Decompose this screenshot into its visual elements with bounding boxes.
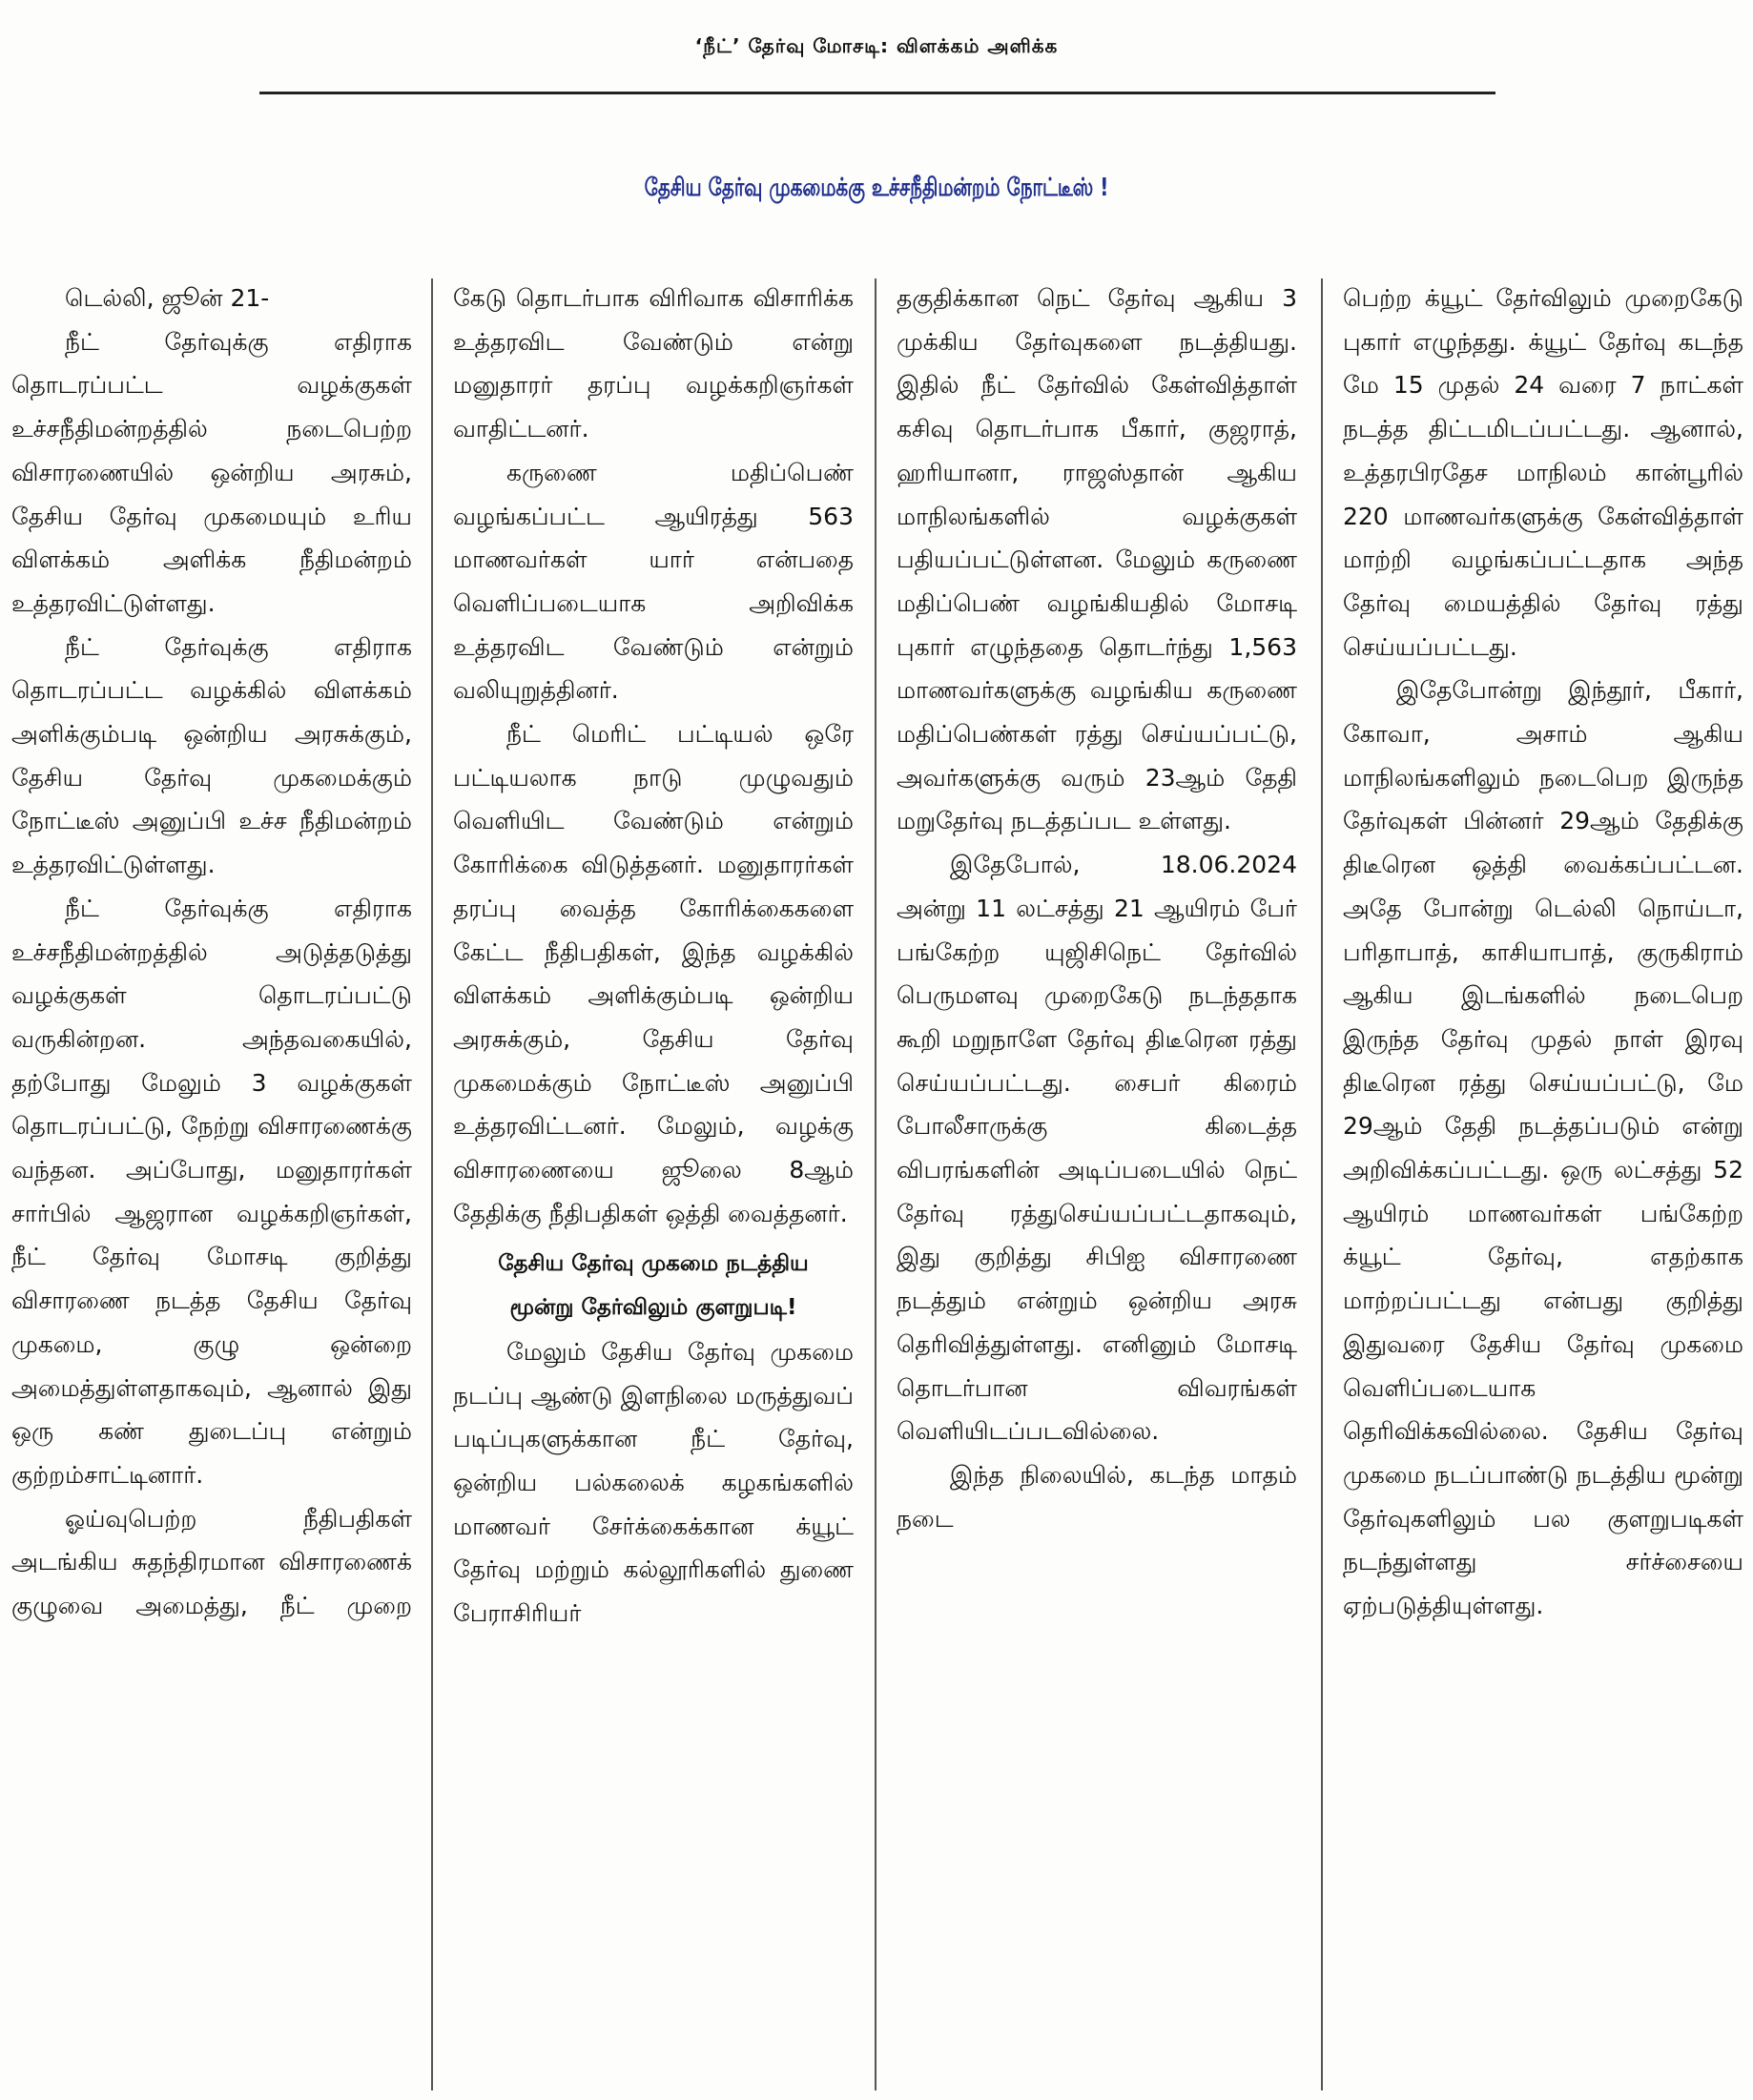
column-divider [875, 278, 876, 2090]
paragraph: நீட் தேர்வுக்கு எதிராக உச்சநீதிமன்றத்தில் அடுத்தடுத்து வழக்குகள் தொடரப்பட்டு வருகின்றன. அந்தவகையில், தற்போது மேலும் 3 வழக்குகள் தொடரப்பட்டு, நேற்று விசாரணைக்கு வந்தன. அப்போது, மனுதாரர்கள் சார்பில் ஆஜரான வழக்கறிஞர்கள், நீட் தேர்வு மோசடி குறித்து விசாரணை நடத்த தேசிய தேர்வு முகமை, குழு ஒன்றை அமைத்துள்ளதாகவும், ஆனால் இது ஒரு கண் துடைப்பு என்றும் குற்றம்சாட்டினார். [11, 894, 412, 1489]
article-column-1 [11, 277, 412, 2093]
paragraph: கேடு தொடர்பாக விரிவாக விசாரிக்க உத்தரவிட வேண்டும் என்று மனுதாரர் தரப்பு வழக்கறிஞர்கள் வாதிட்டனர். [453, 284, 854, 443]
article-column-2 [453, 277, 854, 2093]
paragraph: நீட் தேர்வுக்கு எதிராக தொடரப்பட்ட வழக்குகள் உச்சநீதிமன்றத்தில் நடைபெற்ற விசாரணையில் ஒன்றிய அரசும், தேசிய தேர்வு முகமையும் உரிய விளக்கம் அளிக்க நீதிமன்றம் உத்தரவிட்டுள்ளது. [11, 327, 412, 617]
kicker-headline: ‘நீட்’ தேர்வு மோசடி: விளக்கம் அளிக்க [694, 34, 1059, 57]
dateline: டெல்லி, ஜூன் 21- [65, 284, 270, 312]
kicker-underline [259, 92, 1495, 94]
paragraph: இதேபோல், 18.06.2024 அன்று 11 லட்சத்து 21 ஆயிரம் பேர் பங்கேற்ற யுஜிசிநெட் தேர்வில் பெருமளவு முறைகேடு நடந்ததாக கூறி மறுநாளே தேர்வு திடீரென ரத்து செய்யப்பட்டது. சைபர் கிரைம் போலீசாருக்கு கிடைத்த விபரங்களின் அடிப்படையில் நெட் தேர்வு ரத்துசெய்யப்பட்டதாகவும், இது குறித்து சிபிஐ விசாரணை நடத்தும் என்றும் ஒன்றிய அரசு தெரிவித்துள்ளது. எனினும் மோசடி தொடர்பான விவரங்கள் வெளியிடப்படவில்லை. [897, 851, 1297, 1446]
paragraph: இதேபோன்று இந்தூர், பீகார், கோவா, அசாம் ஆகிய மாநிலங்களிலும் நடைபெற இருந்த தேர்வுகள் பின்னர் 29ஆம் தேதிக்கு திடீரென ஒத்தி வைக்கப்பட்டன. அதே போன்று டெல்லி நொய்டா, பரிதாபாத், காசியாபாத், குருகிராம் ஆகிய இடங்களில் நடைபெற இருந்த தேர்வு முதல் நாள் இரவு திடீரென ரத்து செய்யப்பட்டு, மே 29ஆம் தேதி நடத்தப்படும் என்று அறிவிக்கப்பட்டது. ஒரு லட்சத்து 52 ஆயிரம் மாணவர்கள் பங்கேற்ற க்யூட் தேர்வு, எதற்காக மாற்றப்பட்டது என்பது குறித்து இதுவரை தேசிய தேர்வு முகமை வெளிப்படையாக தெரிவிக்கவில்லை. தேசிய தேர்வு முகமை நடப்பாண்டு நடத்திய மூன்று தேர்வுகளிலும் பல குளறுபடிகள் நடந்துள்ளது சர்ச்சையை ஏற்படுத்தியுள்ளது. [1343, 676, 1743, 1620]
paragraph: நீட் மெரிட் பட்டியல் ஒரே பட்டியலாக நாடு முழுவதும் வெளியிட வேண்டும் என்றும் கோரிக்கை விடுத்தனர். மனுதாரர்கள் தரப்பு வைத்த கோரிக்கைகளை கேட்ட நீதிபதிகள், இந்த வழக்கில் விளக்கம் அளிக்கும்படி ஒன்றிய அரசுக்கும், தேசிய தேர்வு முகமைக்கும் நோட்டீஸ் அனுப்பி உத்தரவிட்டனர். மேலும், வழக்கு விசாரணையை ஜூலை 8ஆம் தேதிக்கு நீதிபதிகள் ஒத்தி வைத்தனர். [453, 720, 854, 1227]
paragraph: மேலும் தேசிய தேர்வு முகமை நடப்பு ஆண்டு இளநிலை மருத்துவப் படிப்புகளுக்கான நீட் தேர்வு, ஒன்றிய பல்கலைக் கழகங்களில் மாணவர் சேர்க்கைக்கான க்யூட் தேர்வு மற்றும் கல்லூரிகளில் துணை பேராசிரியர் [453, 1337, 854, 1628]
paragraph: தகுதிக்கான நெட் தேர்வு ஆகிய 3 முக்கிய தேர்வுகளை நடத்தியது. இதில் நீட் தேர்வில் கேள்வித்தாள் கசிவு தொடர்பாக பீகார், குஜராத், ஹரியானா, ராஜஸ்தான் ஆகிய மாநிலங்களில் வழக்குகள் பதியப்பட்டுள்ளன. மேலும் கருணை மதிப்பெண் வழங்கியதில் மோசடி புகார் எழுந்ததை தொடர்ந்து 1,563 மாணவர்களுக்கு வழங்கிய கருணை மதிப்பெண்கள் ரத்து செய்யப்பட்டு, அவர்களுக்கு வரும் 23ஆம் தேதி மறுதேர்வு நடத்தப்பட உள்ளது. [897, 284, 1297, 835]
subheading: மூன்று தேர்விலும் குளறுபடி! [509, 1295, 797, 1321]
paragraph: இந்த நிலையில், கடந்த மாதம் நடை [897, 1460, 1297, 1533]
subheading: தேசிய தேர்வு முகமை நடத்திய [498, 1251, 809, 1277]
article-column-3 [897, 277, 1297, 2093]
paragraph: ஓய்வுபெற்ற நீதிபதிகள் அடங்கிய சுதந்திரமான விசாரணைக் குழுவை அமைத்து, நீட் முறை [11, 1504, 412, 1620]
paragraph: பெற்ற க்யூட் தேர்விலும் முறைகேடு புகார் எழுந்தது. க்யூட் தேர்வு கடந்த மே 15 முதல் 24 வரை 7 நாட்கள் நடத்த திட்டமிடப்பட்டது. ஆனால், உத்தரபிரதேச மாநிலம் கான்பூரில் 220 மாணவர்களுக்கு கேள்வித்தாள் மாற்றி வழங்கப்பட்டதாக அந்த தேர்வு மையத்தில் தேர்வு ரத்து செய்யப்பட்டது. [1343, 284, 1743, 661]
column-divider [1321, 278, 1323, 2090]
paragraph: நீட் தேர்வுக்கு எதிராக தொடரப்பட்ட வழக்கில் விளக்கம் அளிக்கும்படி ஒன்றிய அரசுக்கும், தேசிய தேர்வு முகமைக்கும் நோட்டீஸ் அனுப்பி உச்ச நீதிமன்றம் உத்தரவிட்டுள்ளது. [11, 632, 412, 879]
paragraph: கருணை மதிப்பெண் வழங்கப்பட்ட ஆயிரத்து 563 மாணவர்கள் யார் என்பதை வெளிப்படையாக அறிவிக்க உத்தரவிட வேண்டும் என்றும் வலியுறுத்தினர். [453, 458, 854, 705]
column-divider [431, 278, 433, 2090]
main-headline: தேசிய தேர்வு முகமைக்கு உச்சநீதிமன்றம் நோட்டீஸ் ! [644, 172, 1109, 202]
article-column-4 [1343, 277, 1743, 2093]
